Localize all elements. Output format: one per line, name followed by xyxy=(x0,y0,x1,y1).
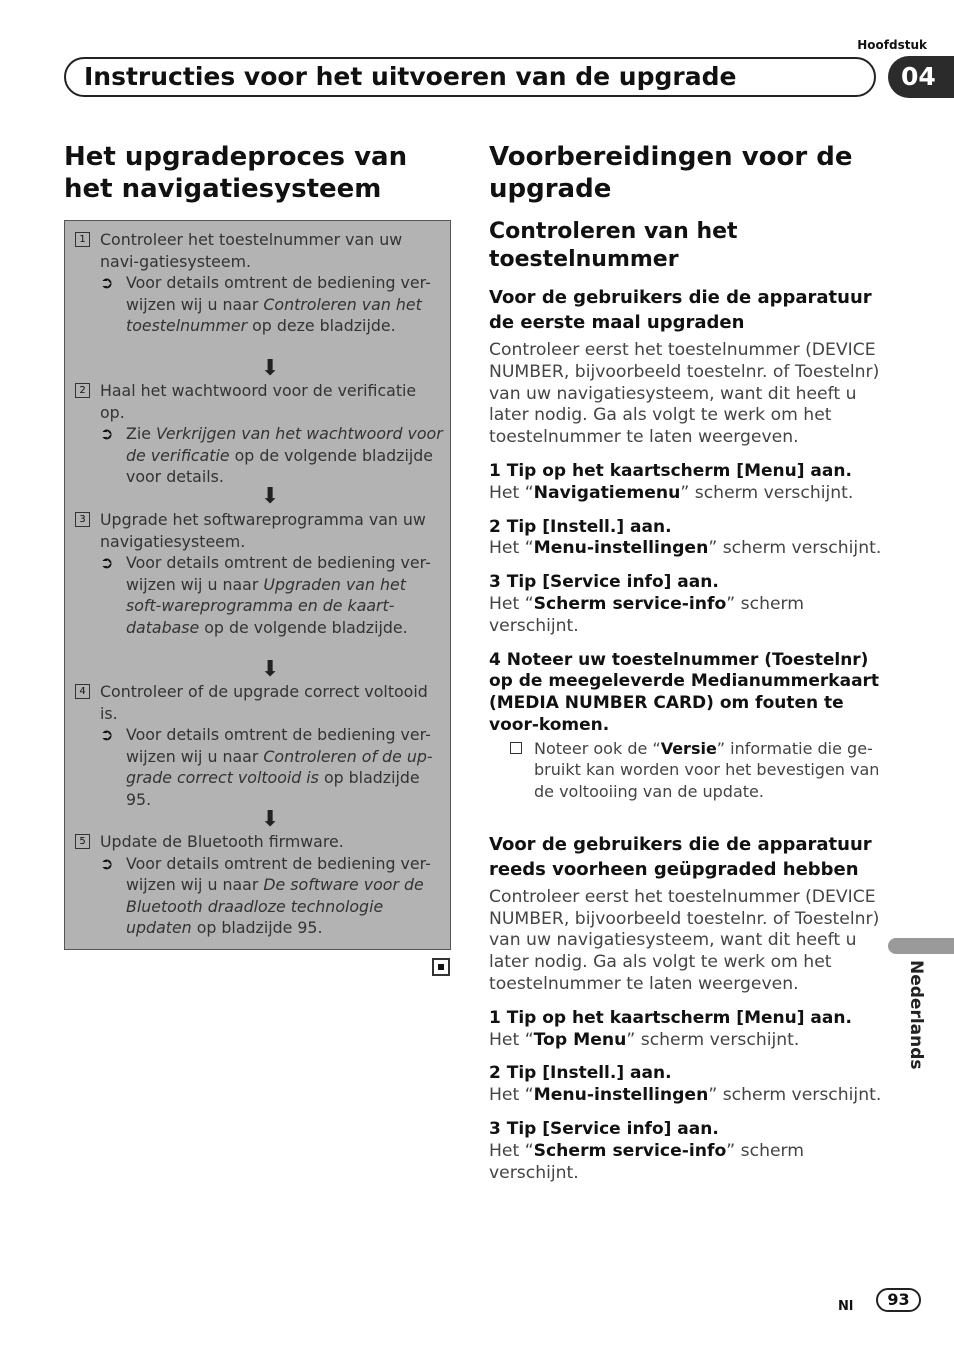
item-result: Het “Scherm service-info” scherm verschijnt. xyxy=(489,1140,805,1183)
flow-step xyxy=(75,831,443,939)
step-detail: ➲ Voor details omtrent de bediening ver-wijzen wij u naar De software voor de Bluetooth draadloze technologie updaten op bladzijde 95. xyxy=(100,853,431,937)
right-heading: Voorbereidingen voor de upgrade xyxy=(489,142,853,204)
right-column xyxy=(489,141,884,1184)
item-result: Het “Navigatiemenu” scherm verschijnt. xyxy=(489,482,854,503)
item-result: Het “Scherm service-info” scherm verschijnt. xyxy=(489,593,805,636)
arrow-right-icon: ➲ xyxy=(100,273,114,292)
arrow-down-icon: ⬇ xyxy=(261,807,280,832)
flow-step xyxy=(75,380,443,488)
footer-language: Nl xyxy=(838,1299,854,1314)
language-label: Nederlands xyxy=(906,960,926,1070)
section1-item xyxy=(489,572,884,637)
note: Noteer ook de “Versie” informatie die ge-bruikt kan worden voor het bevestigen van de voltooiing van de update. xyxy=(489,738,884,803)
arrow-right-icon: ➲ xyxy=(100,853,114,873)
chapter-number-badge: 04 xyxy=(888,56,954,98)
section2-intro: Controleer eerst het toestelnummer (DEVICE NUMBER, bijvoorbeeld toestelnr. of Toestelnr) van uw navigatiesysteem, want dit heeft u later nodig. Ga als volgt te werk om het toestelnummer te laten weergeven. xyxy=(489,886,880,995)
arrow-right-icon: ➲ xyxy=(100,424,114,443)
item-heading: 1 Tip op het kaartscherm [Menu] aan. xyxy=(489,460,852,481)
item-heading: 1 Tip op het kaartscherm [Menu] aan. xyxy=(489,1007,852,1028)
page-title: Instructies voor het uitvoeren van de upgrade xyxy=(84,62,737,91)
left-heading: Het upgradeproces van het navigatiesysteem xyxy=(64,142,408,204)
end-of-section-icon xyxy=(432,958,450,976)
step-number: 2 xyxy=(75,383,90,398)
step-text: Controleer of de upgrade correct voltooid is. xyxy=(100,682,428,723)
language-tab xyxy=(888,938,954,954)
arrow-down-icon: ⬇ xyxy=(261,484,280,509)
arrow-down-icon: ⬇ xyxy=(261,356,280,381)
section1-intro: Controleer eerst het toestelnummer (DEVICE NUMBER, bijvoorbeeld toestelnr. of Toestelnr) van uw navigatiesysteem, want dit heeft u later nodig. Ga als volgt te werk om het toestelnummer te laten weergeven. xyxy=(489,340,880,448)
section1-item xyxy=(489,517,884,561)
arrow-right-icon: ➲ xyxy=(100,553,114,572)
page-number: 93 xyxy=(876,1288,921,1312)
step-number: 4 xyxy=(75,684,90,699)
flow-step xyxy=(75,229,443,337)
section2-title: Voor de gebruikers die de apparatuur reeds voorheen geüpgraded hebben xyxy=(489,833,872,880)
flow-step xyxy=(75,509,443,638)
right-subheading: Controleren van het toestelnummer xyxy=(489,219,738,272)
section2-item xyxy=(489,1008,884,1052)
step-text: Upgrade het softwareprogramma van uw navigatiesysteem. xyxy=(100,510,426,551)
step-text: Controleer het toestelnummer van uw navi-gatiesysteem. xyxy=(100,230,403,271)
item-heading: 3 Tip [Service info] aan. xyxy=(489,1119,719,1140)
step-detail: ➲ Voor details omtrent de bediening ver-wijzen wij u naar Controleren van het toestelnummer op deze bladzijde. xyxy=(100,273,431,335)
section1-item xyxy=(489,461,884,505)
item-heading: 3 Tip [Service info] aan. xyxy=(489,572,719,593)
item-result: Het “Menu-instellingen” scherm verschijnt. xyxy=(489,1085,882,1106)
left-column xyxy=(64,141,452,205)
section1-title: Voor de gebruikers die de apparatuur de eerste maal upgraden xyxy=(489,287,872,333)
arrow-right-icon: ➲ xyxy=(100,725,114,744)
step-text: Haal het wachtwoord voor de verificatie op. xyxy=(100,381,417,422)
item-result: Het “Menu-instellingen” scherm verschijnt. xyxy=(489,538,882,559)
note-icon xyxy=(510,742,522,754)
item-heading: 2 Tip [Instell.] aan. xyxy=(489,516,672,537)
item-heading: 4 Noteer uw toestelnummer (Toestelnr) op de meegeleverde Medianummerkaart (MEDIA NUMBER CARD) om fouten te voor-komen. xyxy=(489,649,880,735)
step-detail: ➲ Voor details omtrent de bediening ver-wijzen wij u naar Controleren of de up-grade correct voltooid is op bladzijde 95. xyxy=(100,725,433,809)
item-result: Het “Top Menu” scherm verschijnt. xyxy=(489,1029,800,1050)
step-detail: ➲ Zie Verkrijgen van het wachtwoord voor de verificatie op de volgende bladzijde voor details. xyxy=(100,424,443,486)
step-number: 1 xyxy=(75,232,90,247)
section2-item xyxy=(489,1063,884,1107)
step-text: Update de Bluetooth firmware. xyxy=(100,832,344,851)
section2-item xyxy=(489,1119,884,1184)
item-heading: 2 Tip [Instell.] aan. xyxy=(489,1063,672,1084)
flow-box xyxy=(64,220,451,950)
step-detail: ➲ Voor details omtrent de bediening ver-wijzen wij u naar Upgraden van het soft-wareprogramma en de kaart-database op de volgende bladzijde. xyxy=(100,553,431,637)
flow-step xyxy=(75,681,443,810)
arrow-down-icon: ⬇ xyxy=(261,657,280,682)
step-number: 3 xyxy=(75,512,90,527)
step-number: 5 xyxy=(75,834,90,849)
chapter-label: Hoofdstuk xyxy=(857,38,927,52)
